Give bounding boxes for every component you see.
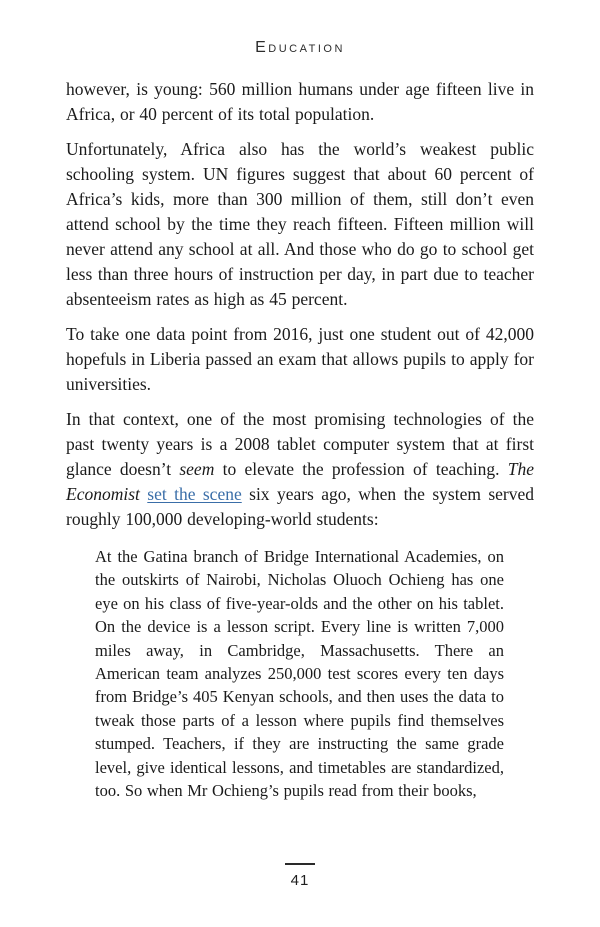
page-body — [66, 77, 534, 802]
block-quote: At the Gatina branch of Bridge International Academies, on the outskirts of Nairobi, Nicholas Oluoch Ochieng has one eye on his class of five-year-olds and the other on his tablet. On the device is a lesson script. Every line is written 7,000 miles away, in Cambridge, Massachusetts. There an American team analyzes 250,000 test scores every ten days from Bridge’s 405 Kenyan schools, and then uses the data to tweak those parts of a lesson where pupils find themselves stumped. Teachers, if they are instructing the same grade level, give identical lessons, and timetables are standardized, too. So when Mr Ochieng’s pupils read from their books, — [95, 547, 504, 801]
emphasis-seem: seem — [179, 459, 215, 479]
p4-text-1: In that context, one of the most promising technologies of the past twenty years is a 2008 tablet computer system that at first glance doesn’t — [66, 409, 534, 479]
set-the-scene-link[interactable]: set the scene — [147, 484, 242, 504]
page-number: 41 — [290, 872, 310, 889]
chapter-running-head: Education — [255, 39, 345, 56]
p4-text-4: six years ago, when the system served roughly 100,000 developing-world students: — [66, 484, 535, 529]
footer-divider — [285, 863, 315, 865]
emphasis-the-economist: The Economist — [66, 459, 534, 504]
page-footer — [0, 863, 600, 889]
paragraph-1: however, is young: 560 million humans under age fifteen live in Africa, or 40 percent of its total population. — [66, 79, 534, 124]
paragraph-2: Unfortunately, Africa also has the world’s weakest public schooling system. UN figures suggest that about 60 percent of Africa’s kids, more than 300 million of them, still don’t even attend school by the time they reach fifteen. Fifteen million will never attend any school at all. And those who do go to school get less than three hours of instruction per day, in part due to teacher absenteeism rates as high as 45 percent. — [66, 139, 534, 309]
paragraph-4 — [66, 407, 534, 532]
paragraph-3: To take one data point from 2016, just one student out of 42,000 hopefuls in Liberia passed an exam that allows pupils to apply for universities. — [66, 324, 534, 394]
p4-text-2: to elevate the profession of teaching. — [214, 459, 508, 479]
